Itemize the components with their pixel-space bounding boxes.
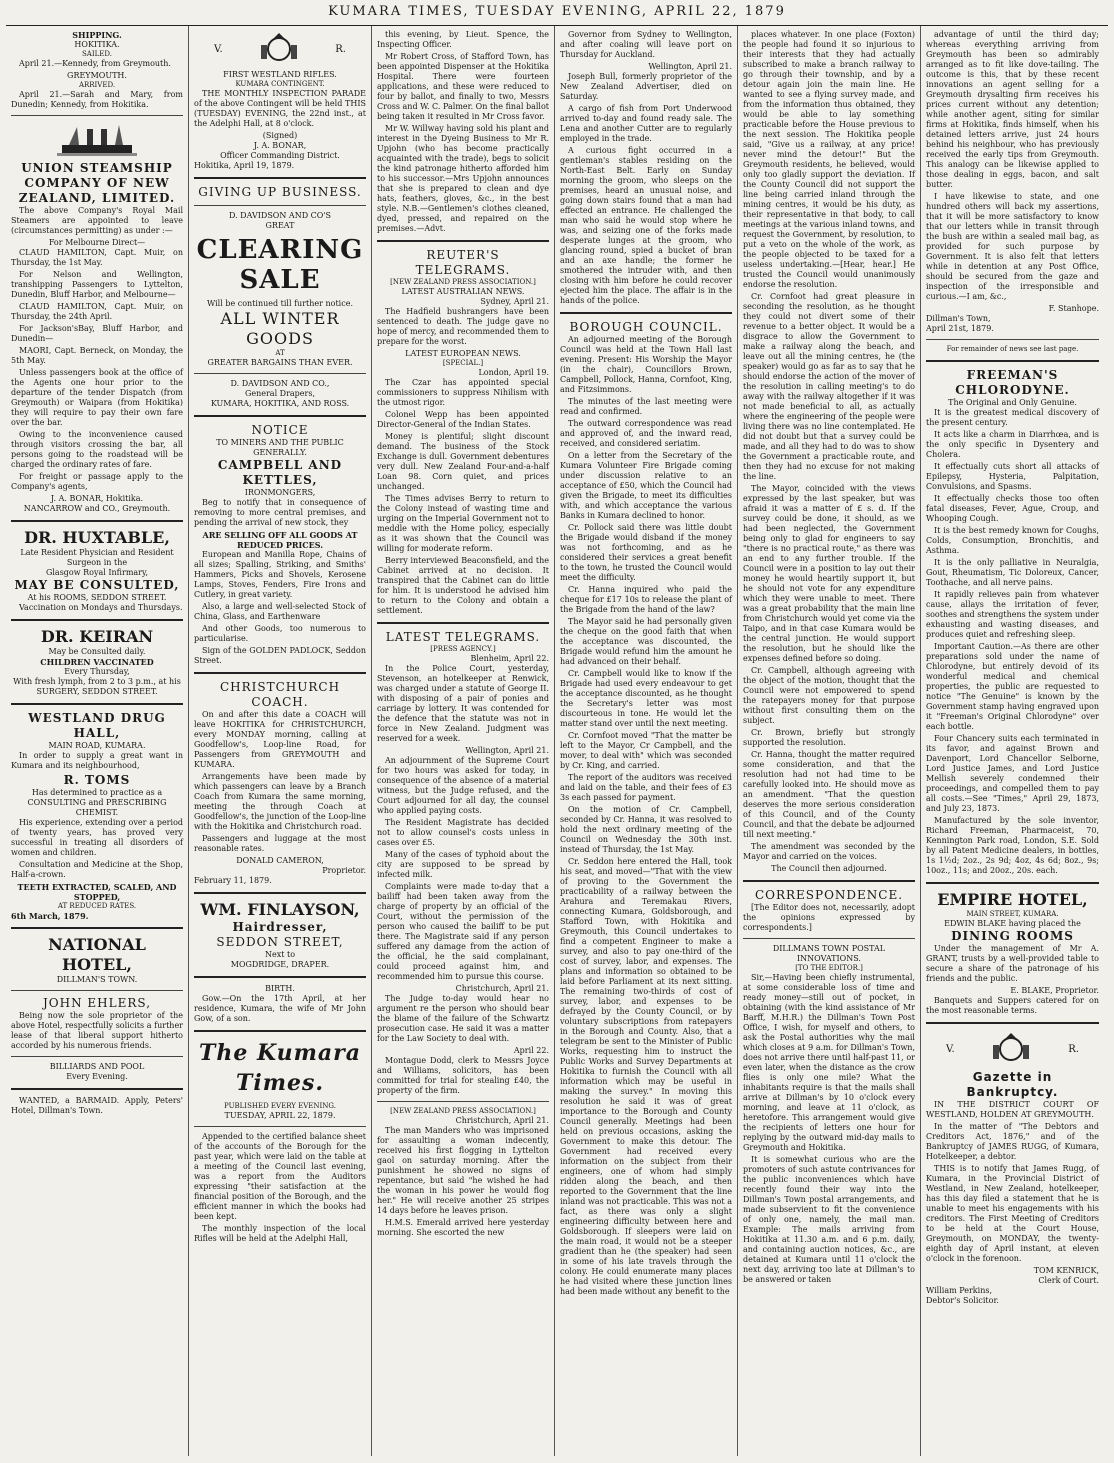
manders: The man Manders who was imprisoned for assaulting a woman indecently, received his first flogging in Lyttelton gaol on saturday morning. After the punishment he showed no signs of repentance, but said "he wished he had the woman in his power he would flog her." He will receive another 25 stripes 14 days before he leaves prison. xyxy=(377,1126,549,1215)
column-5 xyxy=(738,26,921,1456)
shipping-title: SHIPPING. xyxy=(72,30,122,40)
davidson: D. DAVIDSON AND CO'S xyxy=(228,211,332,220)
published: PUBLISHED EVERY EVENING. xyxy=(224,1102,336,1110)
c6-p2: I have likewise to state, and one hundred others will back my assertions, that it will be more satisfactory to know that our letters while in transit through the bush are within a sealed mail bag, as provided for such purpose by Government. It is also felt that letters while in detention at any Post Office, should be secured from the gaze and inspection of the irresponsible and curious.—I am, &c., xyxy=(926,192,1099,301)
arrived-text: April 21.—Sarah and Mary, from Dunedin; Kennedy, from Hokitika. xyxy=(11,90,183,109)
remainder: For remainder of news see last page. xyxy=(946,345,1079,353)
australian: LATEST AUSTRALIAN NEWS. xyxy=(401,287,525,296)
f3: It effectually cuts short all attacks of Epilepsy, Hysteria, Palpitation, Convulsions, and Spasms. xyxy=(926,462,1099,491)
arrived-heading: ARRIVED. xyxy=(78,81,116,89)
at-his: At his ROOMS, SEDDON STREET. xyxy=(27,593,167,602)
continued: Will be continued till further notice. xyxy=(207,299,353,308)
may-be: May be Consulted daily. xyxy=(48,647,146,656)
berry: Berry interviewed Beaconsfield, and the Cabinet arrived at no decision. It transpired that the Cabinet can do little for him. It is understood he advised him to return to the Colony and obtain a settlement. xyxy=(377,556,549,615)
f10: Manufactured by the sole inventor, Richard Freeman, Pharmaceist, 70, Kennington Park road, London, S.E. Sold by all Patent Medicine dealers, in bottles, 1s 1½d; 2oz., 2s 9d; 4oz, 4s 6d; 8oz., 9s; 10oz., 11s; and 20oz., 20s. each. xyxy=(926,816,1099,875)
f2: It acts like a charm in Diarrhœa, and is the only specific in Dysentery and Cholera. xyxy=(926,430,1099,459)
b5: Cr. Pollock said there was little doubt the Brigade would disband if the money was not forthcoming, and as he considered their services a great benefit to the town, he trusted the Council would meet the difficulty. xyxy=(560,523,732,582)
nzpa: [NEW ZEALAND PRESS ASSOCIATION.] xyxy=(390,278,536,286)
c5-p6: Cr. Hanna, thought the matter required some consideration, and that the resolution had not had time to be carefully looked into. He should move as an amendment. "That the question deserves the more serious consideration of this Council, and of the County Council, and that the debate be adjourned till next meeting." xyxy=(743,750,915,839)
press: [PRESS AGENCY.] xyxy=(430,645,496,653)
masthead: KUMARA TIMES, TUESDAY EVENING, APRIL 22, 1879 xyxy=(6,4,1108,26)
original: The Original and Only Genuine. xyxy=(948,398,1077,407)
officer: Officer Commanding District. xyxy=(220,151,340,160)
dillmans-town: DILLMAN'S TOWN. xyxy=(56,975,138,984)
court: IN THE DISTRICT COURT OF WESTLAND, HOLDEN AT GREYMOUTH. xyxy=(926,1100,1099,1119)
toms-p: In order to supply a great want in Kumara and its neighbourhood, xyxy=(11,751,183,770)
birth-p: Gow.—On the 17th April, at her residence, Kumara, the wife of Mr John Gow, of a son. xyxy=(194,994,366,1023)
b7: The Mayor said he had personally given the cheque on the good faith that when the acceptance was discounted, the Brigade would refund him the amount he had advanced on their behalf. xyxy=(560,617,732,666)
iron: IRONMONGERS, xyxy=(244,488,316,497)
national-hotel: NATIONAL HOTEL, xyxy=(48,935,146,974)
f1: It is the greatest medical discovery of the present century. xyxy=(926,408,1099,427)
column-6 xyxy=(921,26,1104,1456)
mogdridge: MOGDRIDGE, DRAPER. xyxy=(230,960,330,969)
times-adv: The Times advises Berry to return to the Colony instead of wasting time and urging on the Imperial Government not to meddle with the Home policy, especially as it was shown that the Council was willing for moderate reform. xyxy=(377,494,549,553)
kumara-times-title: The Kumara Times. xyxy=(198,1040,362,1096)
at: AT xyxy=(275,349,285,357)
towns: KUMARA, HOKITIKA, AND ROSS. xyxy=(210,399,350,408)
letter: Sir,—Having been chiefly instrumental, at some considerable loss of time and ready money—still out of pocket, in obtaining (with the kind assistance of Mr Barff, M.H.R.) the Dillman's Town Post Office, I wish, for myself and others, to ask the Postal authorities why the mail which closes at 9 a.m. for Dillman's Town, does not arrive there until half-past 11, or even later, when the distance as the crow flies is only one mile? What the inhabitants require is that the mails shall arrive at Dillman's by 10 o'clock every morning, and leave at 11 o'clock, as heretofore. This arrangement would give the recipients of letters one hour for replying by the outward mid-day mails to Greymouth and Hokitika. xyxy=(743,973,915,1152)
tuesday: TUESDAY, APRIL 22, 1879. xyxy=(224,1111,336,1120)
proprietor: Proprietor. xyxy=(322,866,366,875)
coach: CHRISTCHURCH COACH. xyxy=(219,680,341,709)
latest-telegrams: LATEST TELEGRAMS. xyxy=(385,630,541,644)
c5-p3: The Mayor, coincided with the views expressed by the last speaker, but was afraid it was a matter of £ s. d. If the survey could be done, it should, as we had been neglected, the Government being only to glad for engineers to say "there is no practical route," as there was an end to any further trouble. If the Council were in a position to lay out their money he would heartily support it, but he should not vote for any expenditure which they were unable to meet. There was a great probability that the main line from Christchurch would yet come via the Taipo, and in that case Kumara would be the central junction. He would support the resolution, but he should like the expenses defined before so doing. xyxy=(743,484,915,663)
resident: The Resident Magistrate has decided not to allow counsel's costs unless in cases over £5. xyxy=(377,818,549,847)
every-evening: Every Evening. xyxy=(66,1072,128,1081)
c6-date: April 21st, 1879. xyxy=(926,324,994,333)
blake: EDWIN BLAKE having placed the xyxy=(944,919,1081,928)
inspection: THE MONTHLY INSPECTION PARADE of the above Contingent will be held THIS (TUESDAY) EVENING, the 22nd inst., at the Adelphi Hall, at 8 o'clock. xyxy=(194,89,366,128)
wellington: Wellington, April 21. xyxy=(465,746,549,755)
c5-p4: Cr. Campbell, although agreeing with the object of the motion, thought that the Council were not empowered to spend the ratepayers money for that purpose without first consulting them on the subject. xyxy=(743,666,915,725)
signed: (Signed) xyxy=(262,131,298,140)
westland-drug-hall: WESTLAND DRUG HALL, xyxy=(28,711,166,740)
b11: On the motion of Cr. Campbell, seconded by Cr. Hanna, it was resolved to hold the next ordinary meeting of the Council on Wednesday the 30th inst. instead of Thursday, the 1st May. xyxy=(560,805,732,854)
freight: For freight or passage apply to the Company's agents, xyxy=(11,472,183,491)
emblem2-v: V. xyxy=(946,1044,955,1055)
b1: An adjourned meeting of the Borough Council was held at the Town Hall last evening. Present: His Worship the Mayor (in the chair), Councillors Brown, Campbell, Pollock, Hanna, Cornfoot, King, and Fitzsimmons. xyxy=(560,335,732,394)
police: In the Police Court, yesterday, Stevenson, an hotelkeeper at Renwick, was charged under a statute of George II. with disposing of a pair of ponies and carriage by lottery. It was contended for the defence that the statute was not in force in New Zealand. Judgment was reserved for a week. xyxy=(377,664,549,743)
clearing-sale: CLEARING SALE xyxy=(196,235,364,295)
reuters: REUTER'S TELEGRAMS. xyxy=(415,248,511,277)
toms-p2: Has determined to practice as a CONSULTING and PRESCRIBING CHEMIST. xyxy=(27,788,167,817)
matter: In the matter of "The Debtors and Creditors Act, 1876," and of the Bankruptcy of JAMES RUGG, of Kumara, Hotelkeeper, a debtor. xyxy=(926,1122,1099,1161)
freeman-title: FREEMAN'S CHLORODYNE. xyxy=(955,368,1070,397)
hokitika-heading: HOKITIKA. xyxy=(74,40,120,49)
dillmans-postal: DILLMANS TOWN POSTAL INNOVATIONS. xyxy=(772,944,886,963)
cargo: A cargo of fish from Port Underwood arrived to-day and found ready sale. The Lena and another Cutter are to regularly employed in the trade. xyxy=(560,104,732,143)
kenrick: TOM KENRICK, xyxy=(1033,1266,1099,1275)
next: Next to xyxy=(264,950,296,959)
teeth: TEETH EXTRACTED, SCALED, AND STOPPED, xyxy=(17,882,177,902)
c4-p1: Governor from Sydney to Wellington, and after coaling will leave port on Thursday for Auckland. xyxy=(560,30,732,59)
beg: Beg to notify that in consequence of removing to more central premises, and pending the arrival of new stock, they xyxy=(194,498,366,527)
billiards: BILLIARDS AND POOL xyxy=(49,1062,145,1071)
editor-note: [The Editor does not, necessarily, adopt the opinions expressed by correspondents.] xyxy=(743,903,915,932)
fresh: With fresh lymph, from 2 to 3 p.m., at his xyxy=(13,677,181,686)
owing: Owing to the inconvenience caused through visitors crossing the bar, all persons going to the roadstead will be charged the ordinary rates of fare. xyxy=(11,430,183,469)
special: [SPECIAL.] xyxy=(442,359,484,367)
letter2: It is somewhat curious who are the promoters of such astute contrivances for the public inconveniences which have recently found their way into the Dillman's Town postal arrangements, and made subservient to fit the convenience of only one, namely, the mail man. Example: The mails arriving from Hokitika at 11.30 a.m. and 6 p.m. daily, and containing auction notices, &c., are detained at Kumara until 11 o'clock the next day, arriving too late at Dillman's to be answered or taken xyxy=(743,1155,915,1284)
f9: Four Chancery suits each terminated in its favor, and against Brown and Davenport, Lord Chancellor Selborne, Lord Justice James, and Lord Justice Mellish severely condemned their proceedings, and compelled them to pay all costs.—See "Times," April 29, 1873, and July 23, 1873. xyxy=(926,734,1099,813)
royal-arms-2 xyxy=(926,1030,1099,1070)
coach-p: On and after this date a COACH will leave HOKITIKA for CHRISTCHURCH, every MONDAY morning, calling at Goodfellow's, Loop-line Road, for Passengers from GREYMOUTH and KUMARA. xyxy=(194,710,366,769)
inspection-date: Hokitika, April 19, 1879. xyxy=(194,161,295,170)
john-p: Being now the sole proprietor of the above Hotel, respectfully solicits a further lease of that liberal support hitherto accorded by his numerous friends. xyxy=(11,1011,183,1050)
clerk: Clerk of Court. xyxy=(1038,1276,1099,1285)
b9: Cr. Cornfoot moved "That the matter be left to the Mayor, Cr Campbell, and the mover, to deal with" which was seconded by Cr. King, and carried. xyxy=(560,731,732,770)
contingent: KUMARA CONTINGENT. xyxy=(235,80,325,88)
also: Also, a large and well-selected Stock of China, Glass, and Earthenware xyxy=(194,602,366,621)
c3-p1: this evening, by Lieut. Spence, the Inspecting Officer. xyxy=(377,30,549,49)
rifles: FIRST WESTLAND RIFLES. xyxy=(223,70,337,79)
b4: On a letter from the Secretary of the Kumara Volunteer Fire Brigade coming under discussion relative to an acceptance of £50, which the Council had given the Brigade, to meet its difficulties with, and which acceptance the various Banks in Kumara declined to honor. xyxy=(560,451,732,520)
fight: A curious fight occurred in a gentleman's stables residing on the North-East Belt. Early on Sunday morning the groom, who sleeps on the premises, heard an unusual noise, and going down stairs found that a man had effected an entrance. He challenged the man who said he would stop where he was, and seizing one of the forks made desperate lunges at the groom, who glancing round, spied a bucket of bran and an axe handle; the former he smothered the intruder with, and then closing with him before he could recover ejected him the place. The affair is in the hands of the police. xyxy=(560,146,732,305)
c5-p1: places whatever. In one place (Foxton) the people had found it so injurious to their interests that they had actually subscribed to make a branch railway to go through their township, and by a detour again join the main line. He wanted to see a flying survey made, and from the information thus obtained, they would be able to lay something practicable before the House previous to the next session. The Hokitika people said, "Give us a railway, at any price! never mind the detour!" But the Greymouth residents, he believed, would only too gladly support the deviation. If the County Council did not support the line being carried inland through the mining centres, it would be his duty, as their representative in that body, to call meetings at the various inland towns, and request the Government, by resolution, to put a veto on the whole of the work, as the people objected to be taxed for a useless undertaking.—[Hear, hear.] He trusted the Council would unanimously endorse the resolution. xyxy=(743,30,915,289)
column-1 xyxy=(6,26,189,1456)
union-title: UNION STEAMSHIP COMPANY OF NEW ZEALAND, LIMITED. xyxy=(18,161,176,205)
campbell: CAMPBELL AND KETTLES, xyxy=(217,458,343,487)
cameron: DONALD CAMERON, xyxy=(236,856,324,865)
f6: It is the only palliative in Neuralgia, Gout, Rheumatism, Tic Doloreux, Cancer, Toothache, and all nerve pains. xyxy=(926,558,1099,587)
march: 6th March, 1879. xyxy=(11,911,89,921)
surgery: SURGERY, SEDDON STREET. xyxy=(36,687,158,696)
christchurch: Christchurch, April 21. xyxy=(455,984,549,993)
notify: THIS is to notify that James Rugg, of Kumara, in the Provincial District of Westland, in New Zealand, hotelkeeper, has this day filed a statement that he is unable to meet his engagements with his creditors. The First Meeting of Creditors to be held at the Court House, Greymouth, on MONDAY, the twenty-eighth day of April instant, at eleven o'clock in the forenoon. xyxy=(926,1164,1099,1263)
f5: It is the best remedy known for Coughs, Colds, Consumption, Bronchitis, and Asthma. xyxy=(926,526,1099,555)
dining-rooms: DINING ROOMS xyxy=(951,929,1074,943)
main-street: MAIN STREET, KUMARA. xyxy=(966,910,1059,918)
judge: The Judge to-day would hear no argument re the person who should bear the blame of the failure of the Schwartz prosecution case. He said it was a matter for the Law Society to deal with. xyxy=(377,994,549,1043)
winter-goods: ALL WINTER GOODS xyxy=(220,309,340,348)
davidson2: D. DAVIDSON AND CO., xyxy=(230,379,330,388)
appended: Appended to the certified balance sheet of the accounts of the Borough for the past year, which were laid on the table at a meeting of the Council last evening, was a report from the Auditors expressing "their satisfaction at the financial position of the Borough, and the efficient manner in which the books had been kept. xyxy=(194,1132,366,1221)
emblem-v: V. xyxy=(214,44,223,55)
c3-p2: Mr Robert Cross, of Stafford Town, has been appointed Dispenser at the Hokitika Hospital. There were fourteen applications, and these were reduced to four by ballot, and finally to two, Messrs Cross and W. C. Palmer. On the final ballot being taken it resulted in Mr Cross favor. xyxy=(377,52,549,121)
sydney: Sydney, April 21. xyxy=(480,297,549,306)
emblem-r: R. xyxy=(335,44,346,55)
christchurch2: Christchurch, April 21. xyxy=(455,1116,549,1125)
union-p1: The above Company's Royal Mail Steamers are appointed to leave (circumstances permitting) as under :— xyxy=(11,206,183,235)
gazette: Gazette in Bankruptcy. xyxy=(966,1070,1059,1099)
children: CHILDREN VACCINATED xyxy=(40,657,154,667)
dr-huxtable-title: DR. HUXTABLE, xyxy=(24,528,170,547)
b10: The report of the auditors was received and laid on the table, and their fees of £3 3s each passed for payment. xyxy=(560,773,732,802)
toms: R. TOMS xyxy=(63,773,131,787)
glasgow: Glasgow Royal Infirmary, xyxy=(45,568,149,577)
great: GREAT xyxy=(265,221,295,230)
bull: Joseph Bull, formerly proprietor of the New Zealand Advertiser, died on Saturday. xyxy=(560,72,732,101)
sign: Sign of the GOLDEN PADLOCK, Seddon Street. xyxy=(194,646,366,665)
other: And other Goods, too numerous to particularise. xyxy=(194,624,366,643)
maori: MAORI, Capt. Berneck, on Monday, the 5th May. xyxy=(11,346,183,365)
hms: H.M.S. Emerald arrived here yesterday morning. She escorted the new xyxy=(377,1218,549,1237)
april22: April 22. xyxy=(513,1046,549,1055)
c5-p7: The amendment was seconded by the Mayor and carried on the voices. xyxy=(743,842,915,861)
consulted: MAY BE CONSULTED, xyxy=(14,578,180,592)
czar: The Czar has appointed special commissioners to suppress Nihilism with the utmost rigor. xyxy=(377,378,549,407)
b6: Cr. Hanna inquired who paid the cheque for £17 10s to release the plant of the Brigade from the hand of the law? xyxy=(560,585,732,614)
borough-council: BOROUGH COUNCIL. xyxy=(569,320,723,334)
column-2 xyxy=(189,26,372,1456)
f7: It rapidly relieves pain from whatever cause, allays the irritation of fever, soothes and strengthens the system under exhausting and wasting diseases, and produces quiet and refreshing sleep. xyxy=(926,590,1099,639)
blenheim: Blenheim, April 22. xyxy=(470,654,549,663)
steamship-icon xyxy=(11,121,183,161)
nancarrow: NANCARROW and CO., Greymouth. xyxy=(23,504,171,513)
dr-late: Late Resident Physician and Resident Surgeon in the xyxy=(20,548,174,567)
john-ehlers: JOHN EHLERS, xyxy=(42,996,152,1010)
unless: Unless passengers book at the office of the Agents one hour prior to the departure of the tender Dispatch (from Greymouth) or Waipara (from Hokitika) they will require to pay their own fare over the bar. xyxy=(11,368,183,427)
c5-p5: Cr. Brown, briefly but strongly supported the resolution. xyxy=(743,728,915,747)
stanhope: F. Stanhope. xyxy=(1048,304,1099,313)
notice: NOTICE xyxy=(251,423,309,437)
column-4 xyxy=(555,26,738,1456)
every-thursday: Every Thursday, xyxy=(64,667,130,676)
consult: Consultation and Medicine at the Shop, Half-a-crown. xyxy=(11,860,183,879)
monthly: The monthly inspection of the local Rifles will be held at the Adelphi Hall, xyxy=(194,1224,366,1243)
b3: The outward correspondence was read and approved of, and the inward read, received, and considered seriatim. xyxy=(560,419,732,448)
perkins: William Perkins, xyxy=(926,1286,993,1295)
bonar2: J. A. BONAR, xyxy=(253,141,307,150)
claud1: CLAUD HAMILTON, Capt. Muir, on Thursday, the 1st May. xyxy=(11,248,183,267)
to-editor: [TO THE EDITOR.] xyxy=(795,964,863,972)
c5-p8: The Council then adjourned. xyxy=(771,864,887,873)
arrangements: Arrangements have been made by which passengers can leave by a Branch Coach from Kumara the same morning, meeting the through Coach at Goodfellow's, the junction of the Loop-line with the Hokitika and Christchurch road. xyxy=(194,772,366,831)
greymouth-heading: GREYMOUTH. xyxy=(67,71,127,80)
seddon: SEDDON STREET, xyxy=(216,935,344,949)
european-rope: European and Manilla Rope, Chains of all sizes; Spalling, Striking, and Smiths' Hammers, Picks and Shovels, Kerosene Lamps, Stoves, Fenders, Fire Irons and Cutlery, in great variety. xyxy=(194,550,366,599)
c5-p2: Cr. Cornfoot had great pleasure in seconding the resolution, as he thought they could not divert some of their revenue to a better object. It would be a disgrace to allow the Government to make a railway along the beach, and leave out all the mining centres, he (the speaker) would go as far as to say that he should endorse the action of the mover of the resolution in calling meeting's to do away with the railway altogether if it was not made beneficial to all, as actually where the engineering of the people were living there was no line contemplated. He did not doubt but that a survey could be made, and all they had to do was to show the Government a practicable route, and then they had no excuse for not making the line. xyxy=(743,292,915,481)
under: Under the management of Mr A. GRANT, trusts by a well-provided table to secure a share of the patronage of his friends and the public. xyxy=(926,944,1099,983)
complaints: Complaints were made to-day that a bailiff had been taken away from the charge of property by an official of the Court, without the permission of the person who caused the bailiff to be put there. The Magistrate said if any person suffered any damage from the action of the official, he the said complainant, could proceed against him, and recommended him to pursue this course. xyxy=(377,882,549,981)
emblem2-r: R. xyxy=(1068,1044,1079,1055)
miners: TO MINERS AND THE PUBLIC GENERALLY. xyxy=(216,438,344,457)
empire-hotel: EMPIRE HOTEL, xyxy=(937,890,1088,909)
f8: Important Caution.—As there are other preparations sold under the name of Chlorodyne, but entirely devoid of its wonderful medical and chemical properties, the public are requested to notice "The Genuine" is known by the Government stamp having engraved upon it "Freeman's Original Chlorodyne" over each bottle. xyxy=(926,642,1099,731)
london: London, April 19. xyxy=(478,368,549,377)
hadfield: The Hadfield bushrangers have been sentenced to death. The judge gave no hope of mercy, and recommended them to prepare for the worst. xyxy=(377,307,549,346)
giving-up: GIVING UP BUSINESS. xyxy=(198,185,362,199)
correspondence: CORRESPONDENCE. xyxy=(754,888,904,902)
typhoid: Many of the cases of typhoid about the city are supposed to be spread by infected milk. xyxy=(377,850,549,879)
sailed-text: April 21.—Kennedy, from Greymouth. xyxy=(19,59,171,68)
adjournment: An adjournment of the Supreme Court for two hours was asked for today, in consequence of the absence of a material witness, but the Judge refused, and the Court adjourned for all day, the counsel who applied paying costs. xyxy=(377,756,549,815)
melbourne: For Melbourne Direct— xyxy=(48,238,146,247)
b12: Cr. Seddon here entered the Hall, took his seat, and moved—"That with the view of proving to the Government the practicability of a railway between the Arahura and Teremakau Rivers, connecting Kumara, Goldsborough, and Stafford Town, with Hokitika and Greymouth, this Council undertakes to find a competent Engineer to make a survey, and also to pay one-third of the cost of survey, labor, and expenses. The plans and information so obtained to be laid before Parliament at its next sitting. The remaining two-thirds of cost of survey, labor, and expenses to be defrayed by the County Council, or by voluntary subscriptions from ratepayers in the Borough and County. Also, that a telegram be sent to the Minister of Public Works, requesting him to instruct the Public Works and Survey Departments at Hokitika to furnish the Council with all information which may be useful in making the survey." In moving this resolution he said it was of great importance to the Borough and County Council generally. Meetings had been held on previous occasions, asking the Government to make this detour. The Government had received every information on the subject from their engineers, one of whom had simply ridden along the beach, and then reported to the Government that the line inland was not practicable. This was not a fact, as there was only a slight engineering difficulty between here and Goldsborough. If sleepers were laid on the main road, it would not be a steeper gradient than he (the speaker) had seen in some of his late travels through the colony. He could enumerate many places he had visited where these junction lines had been made without any benefit to the xyxy=(560,857,732,1296)
banquets: Banquets and Suppers catered for on the most reasonable terms. xyxy=(926,996,1099,1015)
montague: Montague Dodd, clerk to Messrs Joyce and Williams, solicitors, has been committed for trial for stealing £40, the property of the firm. xyxy=(377,1056,549,1095)
feb: February 11, 1879. xyxy=(194,876,272,885)
crest-icon xyxy=(259,31,299,70)
blake2: E. BLAKE, Proprietor. xyxy=(1010,986,1099,995)
column-3 xyxy=(372,26,555,1456)
vaccination: Vaccination on Mondays and Thursdays. xyxy=(19,603,183,612)
main-road: MAIN ROAD, KUMARA. xyxy=(48,741,146,750)
nzpa2: [NEW ZEALAND PRESS ASSOCIATION.] xyxy=(390,1107,536,1115)
c3-p3: Mr W. Willway having sold his plant and interest in the Dyeing Business to Mr R. Upjohn (who has become practically acquainted with the trade), begs to solicit the kind patronage hitherto afforded him to his successor.—Mrs Upjohn announces that she is prepared to clean and dye hats, feathers, gloves, &c., in the best style. N.B.—Gentlemen's clothes cleaned, dyed, pressed, and repaired on the premises.—Advt. xyxy=(377,124,549,233)
hairdresser: Hairdresser, xyxy=(232,920,328,934)
b8: Cr. Campbell would like to know if the Brigade had used every endeavour to get the acceptance discounted, as he thought the Secretary's letter was most discourteous in tone. He would let the matter stand over until the next meeting. xyxy=(560,669,732,728)
birth: BIRTH. xyxy=(265,984,295,993)
bonar: J. A. BONAR, Hokitika. xyxy=(50,494,144,503)
bargains: GREATER BARGAINS THAN EVER. xyxy=(207,358,353,367)
selling: ARE SELLING OFF ALL GOODS AT REDUCED PRICES. xyxy=(202,530,358,550)
b2: The minutes of the last meeting were read and confirmed. xyxy=(560,397,732,416)
claud2: CLAUD HAMILTON, Capt. Muir, on Thursday, the 24th April. xyxy=(11,302,183,321)
nelson: For Nelson and Wellington, transhipping Passengers to Lyttelton, Dunedin, Bluff Harbor, and Melbourne— xyxy=(11,270,183,299)
toms-p3: His experience, extending over a period of twenty years, has proved very successful in treating all disorders of women and children. xyxy=(11,818,183,857)
c6-p1: advantage of until the third day; whereas everything arriving from Greymouth has been so admirably arranged as to fit like dove-tailing. The outcome is this, that by these recent innovations an agent selling for a Greymouth drysalting firm receives his prices current without any detention; while another agent, siting for similar firms at Hokitika, finds himself, when his detained letters arrive, just 24 hours behind his neighbour, who has previously received the early tips from Greymouth. This analogy can be likewise applied to those dealing in eggs, bacon, and salt butter. xyxy=(926,30,1099,189)
drapers: General Drapers, xyxy=(244,389,316,398)
wanted: WANTED, a BARMAID. Apply, Peters' Hotel, Dillman's Town. xyxy=(11,1096,183,1115)
finlayson: WM. FINLAYSON, xyxy=(200,900,360,919)
sailed-heading: SAILED. xyxy=(82,50,112,58)
crest-icon-2 xyxy=(991,1031,1031,1070)
royal-arms xyxy=(194,30,366,70)
dr-keiran-title: DR. KEIRAN xyxy=(40,627,154,646)
money: Money is plentiful; slight discount demand. The business of the Stock Exchange is dull. Government debentures very dull. New Zealand Four-and-a-half Loan 98. Corn quiet, and prices unchanged. xyxy=(377,432,549,491)
jackson: For Jackson'sBay, Bluff Harbor, and Dunedin— xyxy=(11,324,183,343)
c6-place: Dillman's Town, xyxy=(926,314,991,323)
solicitor: Debtor's Solicitor. xyxy=(926,1296,999,1305)
passengers: Passengers and luggage at the most reasonable rates. xyxy=(194,834,366,853)
wepp: Colonel Wepp has been appointed Director-General of the Indian States. xyxy=(377,410,549,429)
european-news: LATEST EUROPEAN NEWS. xyxy=(405,349,521,358)
f4: It effectually checks those too often fatal diseases, Fever, Ague, Croup, and Whooping Cough. xyxy=(926,494,1099,523)
reduced: AT REDUCED RATES. xyxy=(57,902,137,910)
c4-wellington: Wellington, April 21. xyxy=(648,62,732,71)
